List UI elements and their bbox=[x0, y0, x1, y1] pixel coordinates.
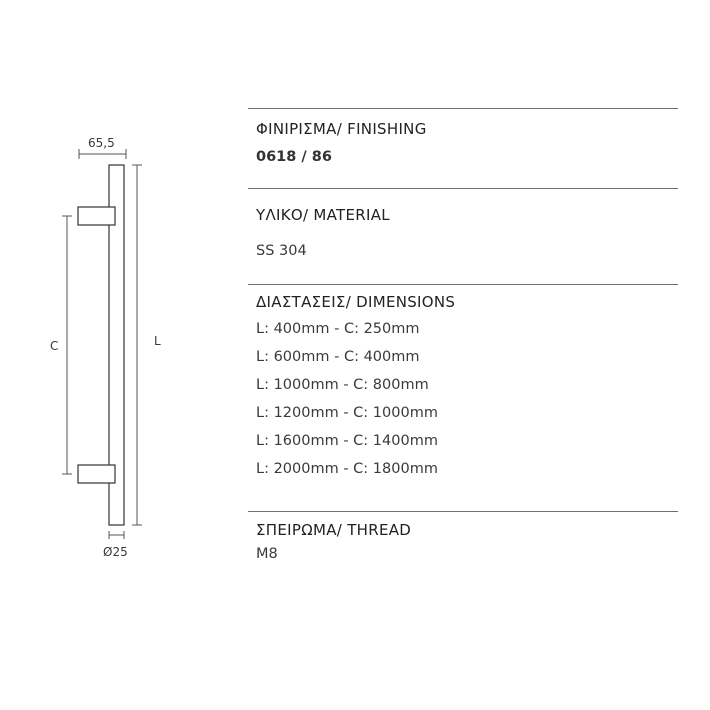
finishing-value: 0618 / 86 bbox=[256, 149, 332, 165]
spec-panel bbox=[248, 108, 678, 562]
diameter-dimension-label: Ø25 bbox=[103, 545, 128, 559]
finishing-section bbox=[248, 109, 678, 188]
material-title: ΥΛΙΚΟ/ MATERIAL bbox=[256, 206, 390, 224]
dimension-row: L: 600mm - C: 400mm bbox=[256, 349, 420, 365]
dimension-row: L: 2000mm - C: 1800mm bbox=[256, 461, 438, 477]
dimension-row: L: 1200mm - C: 1000mm bbox=[256, 405, 438, 421]
dimension-row: L: 1000mm - C: 800mm bbox=[256, 377, 429, 393]
top-standoff bbox=[78, 207, 115, 225]
l-dimension bbox=[132, 165, 142, 525]
thread-value: M8 bbox=[256, 546, 278, 562]
finishing-title: ΦΙΝΙΡΙΣΜΑ/ FINISHING bbox=[256, 120, 427, 138]
dimension-row: L: 1600mm - C: 1400mm bbox=[256, 433, 438, 449]
dimensions-section bbox=[248, 285, 678, 504]
dimension-row: L: 400mm - C: 250mm bbox=[256, 321, 420, 337]
dimensions-title: ΔΙΑΣΤΑΣΕΙΣ/ DIMENSIONS bbox=[256, 293, 456, 311]
thread-title: ΣΠΕΙΡΩΜΑ/ THREAD bbox=[256, 521, 412, 539]
diameter-dimension bbox=[109, 531, 124, 539]
dimensions-list bbox=[248, 315, 678, 483]
material-section bbox=[248, 189, 678, 270]
c-dimension-label: C bbox=[50, 339, 59, 353]
material-value: SS 304 bbox=[256, 243, 307, 259]
c-dimension bbox=[62, 216, 72, 474]
l-dimension-label: L bbox=[154, 334, 161, 348]
thread-section bbox=[248, 512, 678, 562]
width-dimension-label: 65,5 bbox=[88, 136, 115, 150]
width-dimension bbox=[79, 149, 126, 159]
handle-technical-drawing bbox=[0, 0, 240, 710]
bottom-standoff bbox=[78, 465, 115, 483]
